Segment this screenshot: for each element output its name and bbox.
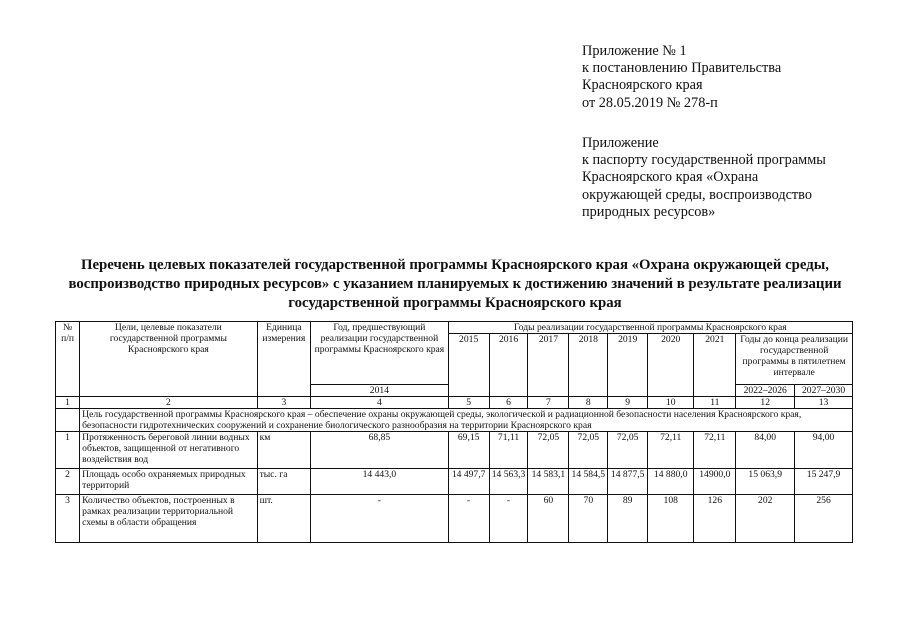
row-value: 70 bbox=[569, 495, 608, 543]
row-value: 71,11 bbox=[489, 432, 528, 469]
row-value: 89 bbox=[608, 495, 648, 543]
row-unit: км bbox=[257, 432, 311, 469]
row-value: 72,11 bbox=[648, 432, 694, 469]
column-number: 13 bbox=[795, 397, 853, 409]
goal-text: Цель государственной программы Красноярского края – обеспечение охраны окружающей среды, экологической и радиационной безопасности населения Красноярского края, безопасности гидротехнических сооружений и сохранение биологического разнообразия на территории Красноярского края bbox=[80, 409, 853, 432]
header-year: 2020 bbox=[648, 334, 694, 397]
row-value: 14 563,3 bbox=[489, 469, 528, 495]
appendix-1-line: Красноярского края bbox=[582, 77, 703, 94]
row-value: 14900,0 bbox=[694, 469, 736, 495]
column-number: 5 bbox=[448, 397, 489, 409]
table-row bbox=[56, 495, 853, 543]
row-value: 72,05 bbox=[608, 432, 648, 469]
appendix-2-line: Красноярского края «Охрана bbox=[582, 169, 759, 186]
appendix-2-line: Приложение bbox=[582, 135, 659, 151]
column-number: 1 bbox=[56, 397, 80, 409]
goal-row bbox=[56, 409, 853, 432]
header-prev-year: Год, предшествующий реализации государственной программы Красноярского края bbox=[311, 322, 449, 385]
title-line: Перечень целевых показателей государственной программы Красноярского края «Охрана окружающей среды, bbox=[80, 257, 829, 273]
row-num: 2 bbox=[56, 469, 80, 495]
appendix-1-line: от 28.05.2019 № 278-п bbox=[582, 94, 718, 111]
column-number: 2 bbox=[80, 397, 257, 409]
row-value: 15 063,9 bbox=[736, 469, 795, 495]
header-year: 2019 bbox=[608, 334, 648, 397]
indicators-table bbox=[55, 321, 853, 543]
row-value: 126 bbox=[694, 495, 736, 543]
row-value: 15 247,9 bbox=[795, 469, 853, 495]
column-number: 12 bbox=[736, 397, 795, 409]
row-value: 72,05 bbox=[569, 432, 608, 469]
column-number: 8 bbox=[569, 397, 608, 409]
header-num: № п/п bbox=[56, 322, 80, 397]
appendix-2-line: окружающей среды, воспроизводство bbox=[582, 186, 812, 203]
header-unit: Единица измерения bbox=[257, 322, 311, 397]
column-number: 7 bbox=[528, 397, 569, 409]
row-value: 256 bbox=[795, 495, 853, 543]
header-to-end: Годы до конца реализации государственной программы в пятилетнем интервале bbox=[736, 334, 853, 385]
row-value: 14 584,5 bbox=[569, 469, 608, 495]
row-name: Площадь особо охраняемых природных территорий bbox=[80, 469, 257, 495]
row-value: 14 880,0 bbox=[648, 469, 694, 495]
header-year: 2016 bbox=[489, 334, 528, 397]
appendix-1-line: Приложение № 1 bbox=[582, 43, 687, 59]
column-number: 4 bbox=[311, 397, 449, 409]
row-name: Количество объектов, построенных в рамках реализации территориальной схемы в области обращения bbox=[80, 495, 257, 543]
header-row-1 bbox=[56, 322, 853, 334]
appendix-2-header bbox=[582, 135, 826, 221]
row-num: 3 bbox=[56, 495, 80, 543]
column-number: 11 bbox=[694, 397, 736, 409]
row-value: 14 497,7 bbox=[448, 469, 489, 495]
header-year: 2018 bbox=[569, 334, 608, 397]
row-value: 94,00 bbox=[795, 432, 853, 469]
row-value: 14 583,1 bbox=[528, 469, 569, 495]
header-year: 2017 bbox=[528, 334, 569, 397]
row-value: 108 bbox=[648, 495, 694, 543]
row-value: 202 bbox=[736, 495, 795, 543]
header-year: 2015 bbox=[448, 334, 489, 397]
column-number: 6 bbox=[489, 397, 528, 409]
table-row bbox=[56, 432, 853, 469]
row-name: Протяженность береговой линии водных объектов, защищенной от негативного воздействия вод bbox=[80, 432, 257, 469]
row-value: - bbox=[489, 495, 528, 543]
appendix-1-line: к постановлению Правительства bbox=[582, 60, 782, 77]
column-numbers-row bbox=[56, 397, 853, 409]
title-line: государственной программы Красноярского края bbox=[288, 295, 622, 311]
column-number: 3 bbox=[257, 397, 311, 409]
document-title bbox=[40, 256, 870, 313]
row-value: 14 877,5 bbox=[608, 469, 648, 495]
column-number: 9 bbox=[608, 397, 648, 409]
appendix-2-line: к паспорту государственной программы bbox=[582, 152, 826, 169]
row-unit: шт. bbox=[257, 495, 311, 543]
header-prev-year-value: 2014 bbox=[311, 385, 449, 397]
table-row bbox=[56, 469, 853, 495]
header-period: 2027–2030 bbox=[795, 385, 853, 397]
row-value: 72,05 bbox=[528, 432, 569, 469]
row-value: 69,15 bbox=[448, 432, 489, 469]
row-value: 84,00 bbox=[736, 432, 795, 469]
header-year: 2021 bbox=[694, 334, 736, 397]
column-number: 10 bbox=[648, 397, 694, 409]
header-years-group: Годы реализации государственной программы Красноярского края bbox=[448, 322, 852, 334]
appendix-2-line: природных ресурсов» bbox=[582, 203, 716, 220]
appendix-1-header bbox=[582, 43, 781, 112]
row-value: - bbox=[311, 495, 449, 543]
row-num: 1 bbox=[56, 432, 80, 469]
title-line: воспроизводство природных ресурсов» с указанием планируемых к достижению значений в результате реализации bbox=[68, 276, 842, 292]
row-value: 60 bbox=[528, 495, 569, 543]
row-value: 68,85 bbox=[311, 432, 449, 469]
header-period: 2022–2026 bbox=[736, 385, 795, 397]
header-goals: Цели, целевые показатели государственной программы Красноярского края bbox=[80, 322, 257, 397]
row-unit: тыс. га bbox=[257, 469, 311, 495]
row-value: 72,11 bbox=[694, 432, 736, 469]
row-value: 14 443,0 bbox=[311, 469, 449, 495]
row-value: - bbox=[448, 495, 489, 543]
